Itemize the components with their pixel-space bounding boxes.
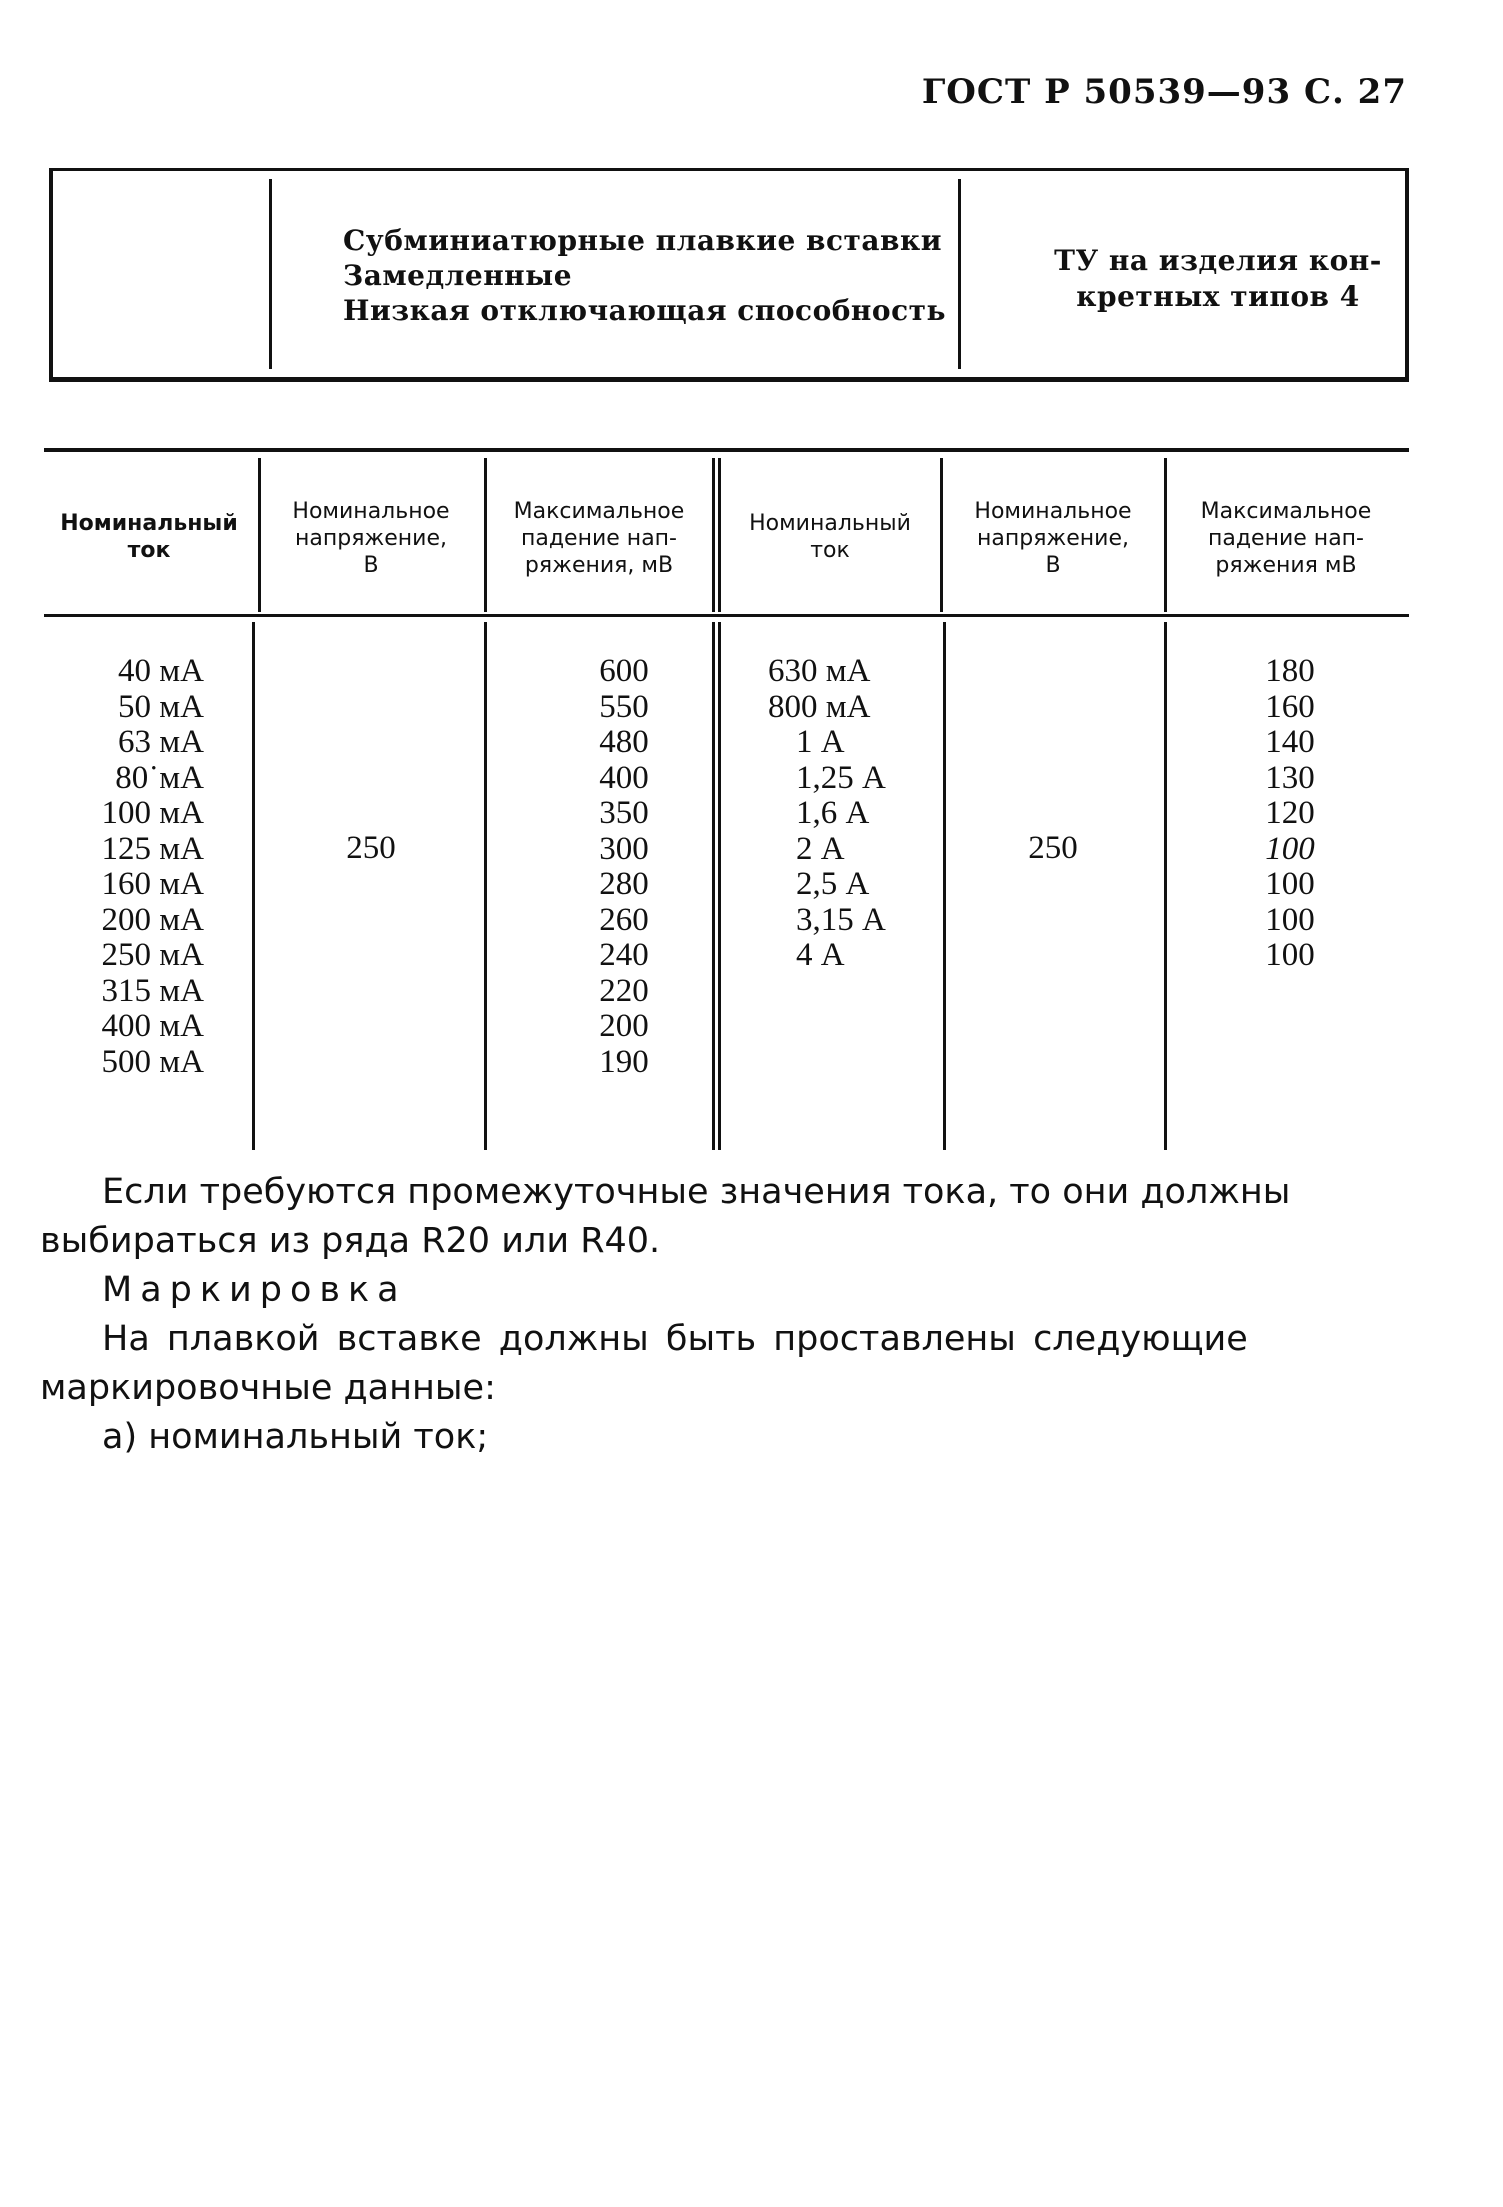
column-divider [943,622,946,1150]
table-cell: 600 [599,653,649,689]
header-line: Максимальное [513,499,685,524]
header-line: ряжения, мВ [524,553,674,578]
table-cell: 220 [599,972,649,1009]
table-cell: 120 [1265,795,1315,831]
header-line: напряжение, [976,526,1129,551]
paragraph-line: маркировочные данные: [40,1368,496,1408]
header-line: падение нап- [520,526,677,551]
group-divider [712,458,715,612]
column-divider [484,458,487,612]
table-cell: 800 мА [768,688,871,725]
current-column [54,654,204,1080]
table-cell: 63 мА [118,724,204,760]
title-box-description [343,223,946,328]
table-cell: 80˙мА [115,759,204,796]
table-cell: 630 мА [768,653,871,689]
title-box [49,168,1409,382]
table-cell: 100 [1265,830,1315,867]
table-cell: 140 [1265,724,1315,760]
spec-line: кретных типов 4 [1076,280,1360,313]
paragraph-line: выбираться из ряда R20 или R40. [40,1221,661,1261]
header-line: Максимальное [1200,499,1372,524]
voltage-cell: 250 [346,830,396,866]
voltage-drop-column [1230,654,1350,974]
table-cell: 100 [1265,901,1315,938]
table-cell: 2 А [796,830,845,867]
table-cell: 500 мА [101,1043,204,1080]
table-cell: 125 мА [101,830,204,867]
header-line: В [363,553,379,578]
spec-line: ТУ на изделия кон- [1054,244,1382,277]
header-line: Номинальное [974,499,1132,524]
table-cell: 50 мА [118,688,204,725]
description-line: Субминиатюрные плавкие вставки [343,224,942,257]
voltage-drop-column [564,654,684,1080]
table-cell: 2,5 А [796,866,870,902]
page-header: ГОСТ Р 50539—93 С. 27 [921,72,1407,112]
group-divider [718,458,721,612]
table-cell: 100 [1265,866,1315,902]
table-cell: 300 [599,830,649,867]
header-line: напряжение, [294,526,447,551]
table-cell: 180 [1265,653,1315,689]
body-text [40,1168,1420,1462]
paragraph-line: Если требуются промежуточные значения тока, то они должны [102,1172,1291,1212]
table-cell: 315 мА [101,972,204,1009]
header-rated-voltage [260,498,482,579]
table-cell: 40 мА [118,653,204,689]
list-item: а) номинальный ток; [102,1417,489,1457]
header-line: Номинальный [60,511,238,536]
table-cell: 1,6 А [796,795,870,831]
table-cell: 4 А [796,937,845,973]
description-line: Низкая отключающая способность [343,294,946,327]
header-line: ряжения мВ [1215,553,1357,578]
header-line: ток [810,538,850,563]
table-cell: 1,25 А [796,759,886,796]
header-rated-current [44,510,254,564]
header-line: В [1045,553,1061,578]
table-cell: 480 [599,724,649,760]
voltage-cell: 250 [1028,830,1078,866]
table-cell: 550 [599,688,649,725]
table-cell: 260 [599,901,649,938]
table-cell: 240 [599,937,649,973]
title-box-divider-2 [958,179,961,369]
header-rated-current [722,510,938,564]
table-cell: 200 [599,1008,649,1044]
table-cell: 280 [599,866,649,902]
header-rule [44,614,1409,617]
header-max-voltage-drop [488,498,710,579]
table-cell: 400 мА [101,1008,204,1044]
table-cell: 160 мА [101,866,204,902]
table-cell: 200 мА [101,901,204,938]
group-divider [718,622,721,1150]
table-cell: 3,15 А [796,901,886,938]
table-cell: 250 мА [101,937,204,973]
column-divider [1164,622,1167,1150]
column-divider [1164,458,1167,612]
current-column [768,654,938,974]
header-rated-voltage [944,498,1162,579]
column-divider [940,458,943,612]
table-cell: 1 А [796,724,845,760]
column-divider [252,622,255,1150]
header-max-voltage-drop [1168,498,1404,579]
table-cell: 100 [1265,937,1315,973]
title-box-spec-reference [1038,243,1398,315]
table-cell: 190 [599,1043,649,1080]
description-line: Замедленные [343,259,573,292]
table-cell: 400 [599,759,649,796]
fuse-data-table [44,448,1409,1154]
table-cell: 160 [1265,688,1315,725]
group-divider [712,622,715,1150]
header-line: падение нап- [1207,526,1364,551]
column-divider [484,622,487,1150]
header-line: ток [127,538,171,563]
table-cell: 130 [1265,759,1315,796]
header-line: Номинальное [292,499,450,524]
table-cell: 350 [599,795,649,831]
title-box-divider-1 [269,179,272,369]
section-heading: Маркировка [102,1270,407,1310]
paragraph-line: На плавкой вставке должны быть проставлены следующие [102,1319,1248,1359]
table-cell: 100 мА [101,795,204,831]
header-line: Номинальный [749,511,911,536]
